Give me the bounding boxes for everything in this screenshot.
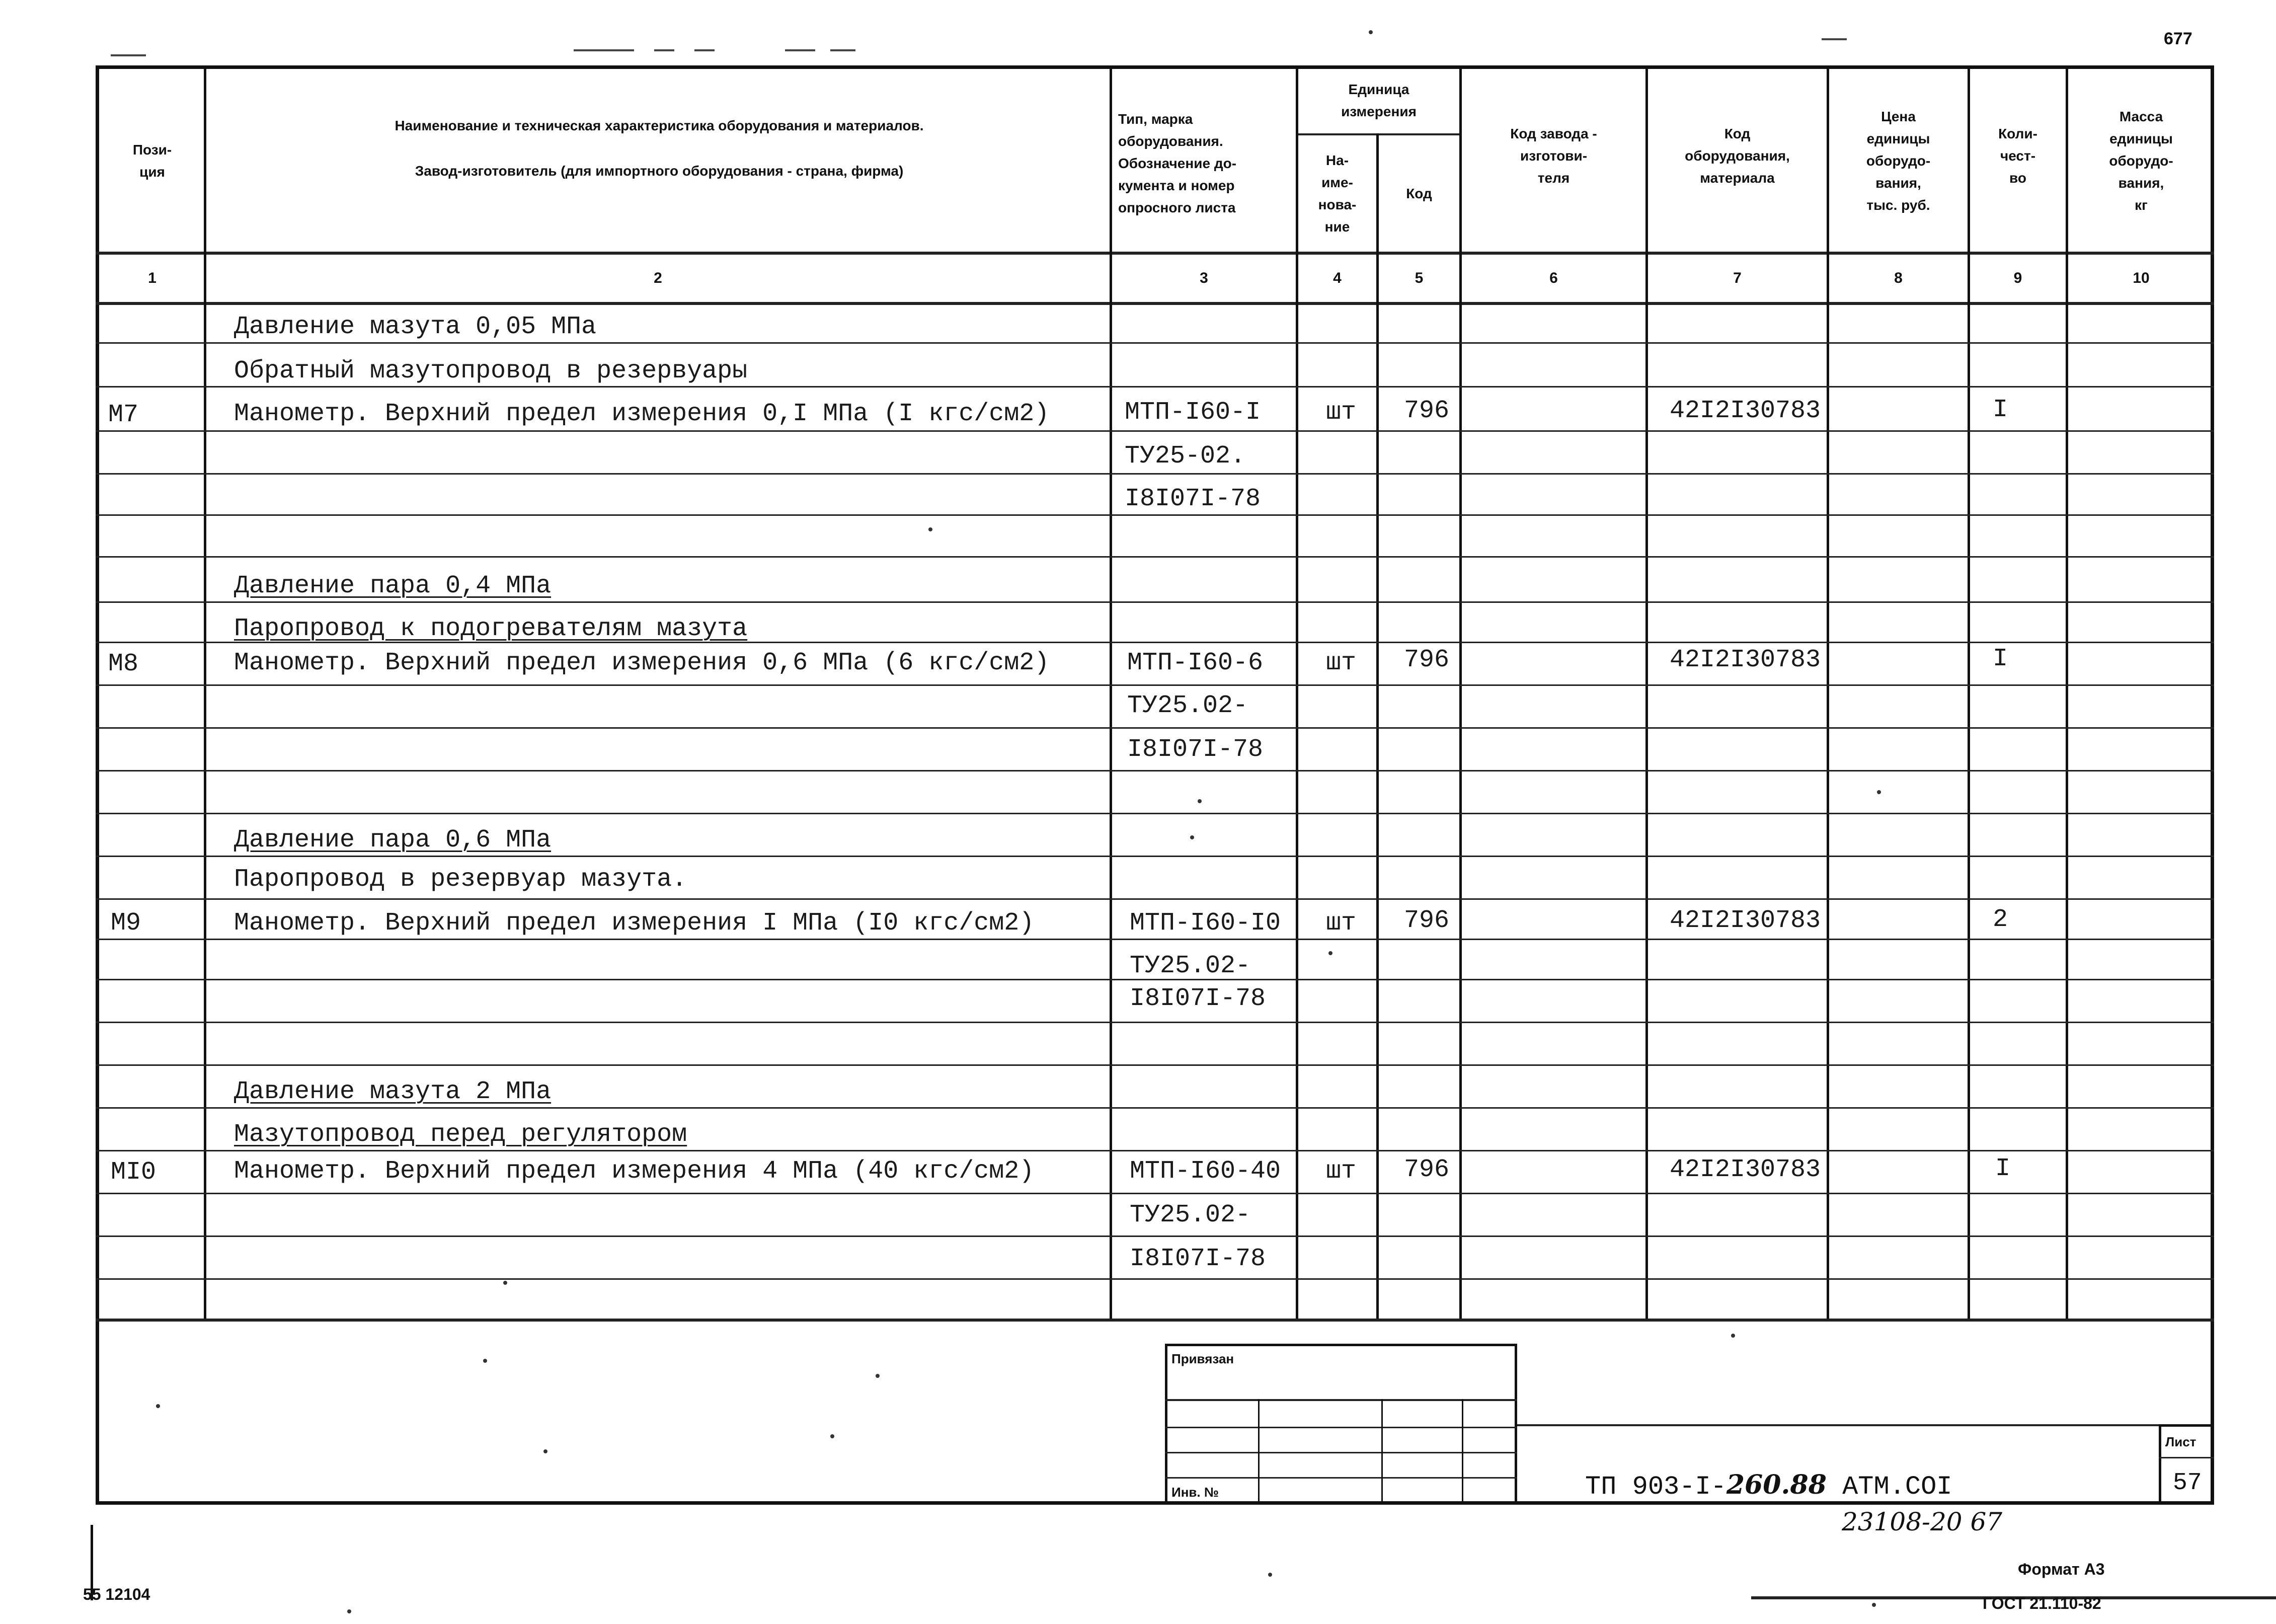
type-line: МТП-I60-40 [1130, 1157, 1281, 1186]
unit-code: 796 [1404, 906, 1450, 935]
header-col2-line1: Наименование и техническая характеристика оборудования и материалов. [395, 118, 924, 133]
equipment-name: Манометр. Верхний предел измерения 0,6 МПа (6 кгс/см2) [234, 649, 1050, 677]
type-line: ТУ25.02- [1127, 691, 1248, 720]
position-code: М7 [108, 401, 139, 429]
colnum-10: 10 [2133, 269, 2150, 286]
inventory-label: Инв. № [1171, 1485, 1219, 1500]
type-line: I8I07I-78 [1130, 984, 1266, 1013]
scan-speck [830, 1434, 834, 1438]
scan-speck [1328, 951, 1332, 955]
stamp-line [1165, 1427, 1517, 1428]
row-line [96, 342, 2214, 344]
scan-mark [654, 49, 674, 51]
unit-name: шт [1326, 649, 1357, 677]
quantity: I [1995, 1154, 2011, 1183]
col-divider [1110, 65, 1112, 1319]
equipment-name: Манометр. Верхний предел измерения 4 МПа (40 кгс/см2) [234, 1157, 1035, 1186]
row-line [96, 1064, 2214, 1066]
type-line: МТП-I60-6 [1127, 649, 1264, 677]
position-code: М8 [108, 650, 139, 678]
section-subheading: Паропровод в резервуар мазута. [234, 865, 687, 894]
section-subheading: Обратный мазутопровод в резервуары [234, 357, 748, 385]
colnum-7: 7 [1733, 269, 1742, 286]
scan-speck [876, 1374, 880, 1378]
section-heading: Давление пара 0,6 МПа [234, 826, 552, 855]
row-line [96, 939, 2214, 940]
row-line [96, 684, 2214, 686]
row-line [96, 473, 2214, 475]
scan-mark [1822, 38, 1847, 40]
colnum-4: 4 [1333, 269, 1342, 286]
colnum-bottom-line [96, 302, 2214, 305]
type-line: I8I07I-78 [1125, 485, 1261, 513]
section-heading: Давление пара 0,4 МПа [234, 572, 552, 600]
col-divider [1827, 65, 1829, 1319]
header-col10: Масса единицы оборудо- вания, кг [2109, 109, 2173, 213]
type-line: ТУ25.02- [1130, 1201, 1251, 1229]
sheet-box-line [2159, 1457, 2214, 1458]
row-line [96, 856, 2214, 857]
scan-speck [347, 1609, 351, 1613]
col-divider [1968, 65, 1970, 1319]
header-col7: Код оборудования, материала [1685, 126, 1790, 186]
stamp-divider [1381, 1399, 1383, 1505]
col-divider [1459, 65, 1462, 1319]
equipment-name: Манометр. Верхний предел измерения 0,I МПа (I кгс/см2) [234, 400, 1050, 428]
row-line [96, 770, 2214, 771]
unit-name: шт [1326, 1157, 1357, 1186]
stamp-line [1165, 1477, 1517, 1479]
corner-mark: 677 [2164, 29, 2192, 48]
unit-code: 796 [1404, 1155, 1450, 1184]
equipment-code: 42I2I30783 [1670, 906, 1821, 935]
col-divider [204, 65, 206, 1319]
quantity: I [1993, 396, 2008, 424]
section-subheading: Паропровод к подогревателям мазута [234, 614, 748, 643]
scan-mark [694, 49, 715, 51]
document-code-suffix: АТМ.COI [1826, 1472, 1952, 1502]
row-line [96, 727, 2214, 729]
type-line: МТП-I60-I [1125, 398, 1261, 427]
scan-speck [1877, 790, 1881, 794]
scan-speck [483, 1359, 487, 1363]
header-col3: Тип, марка оборудования. Обозначение до- кумента и номер опросного листа [1118, 111, 1237, 215]
row-line [96, 430, 2214, 432]
stock-code: 55 12104 [83, 1585, 150, 1603]
row-line [96, 556, 2214, 558]
bound-label: Привязан [1171, 1351, 1234, 1366]
document-code [1585, 1470, 1952, 1502]
format-label: Формат А3 [2018, 1560, 2105, 1578]
left-margin-line [91, 1525, 93, 1600]
colnum-3: 3 [1200, 269, 1208, 286]
scan-mark [111, 54, 146, 56]
scan-speck [1872, 1603, 1876, 1607]
row-line [96, 1278, 2214, 1280]
header-col5: Код [1406, 186, 1432, 201]
unit-name: шт [1326, 398, 1357, 427]
bound-stamp [1165, 1344, 1517, 1505]
stamp-divider [1258, 1399, 1260, 1505]
title-block-line [1517, 1424, 2214, 1426]
header-col8: Цена единицы оборудо- вания, тыс. руб. [1866, 109, 1931, 213]
type-line: I8I07I-78 [1130, 1245, 1266, 1273]
quantity: 2 [1993, 905, 2008, 934]
scan-speck [1190, 835, 1194, 839]
position-code: М9 [111, 909, 141, 938]
header-col1: Пози- ция [132, 142, 172, 180]
row-line [96, 1107, 2214, 1109]
colnum-1: 1 [148, 269, 156, 286]
equipment-code: 42I2I30783 [1670, 397, 1821, 425]
equipment-code: 42I2I30783 [1670, 646, 1821, 674]
row-line [96, 1022, 2214, 1023]
sheet-number: 57 [2173, 1470, 2202, 1497]
row-line [96, 1235, 2214, 1237]
colnum-8: 8 [1894, 269, 1903, 286]
scan-speck [1731, 1334, 1735, 1338]
row-line [96, 1150, 2214, 1151]
unit-code: 796 [1404, 397, 1450, 425]
header-col9: Коли- чест- во [1998, 126, 2037, 186]
scan-mark [830, 49, 855, 51]
type-line: ТУ25.02- [1130, 952, 1251, 980]
scan-speck [543, 1449, 547, 1453]
equipment-code: 42I2I30783 [1670, 1155, 1821, 1184]
colnum-5: 5 [1415, 269, 1424, 286]
col-divider [1296, 65, 1298, 1319]
scan-mark [574, 49, 634, 51]
scan-speck [928, 527, 932, 531]
scan-speck [1268, 1573, 1272, 1577]
stamp-line [1165, 1399, 1517, 1401]
section-subheading: Мазутопровод перед регулятором [234, 1120, 687, 1149]
unit-code: 796 [1404, 646, 1450, 674]
sheet-label: Лист [2165, 1434, 2196, 1449]
row-line [96, 601, 2214, 603]
col-divider [1376, 133, 1379, 1319]
stamp-divider [1462, 1399, 1463, 1505]
section-heading: Давление мазута 0,05 МПа [234, 313, 597, 341]
position-code: МI0 [111, 1158, 156, 1187]
scan-speck [1369, 30, 1373, 34]
stamp-line [1165, 1452, 1517, 1453]
header-col4: На- име- нова- ние [1318, 152, 1357, 235]
col-divider [1645, 65, 1648, 1319]
handwritten-number: 23108-20 67 [1842, 1507, 2003, 1536]
col-divider [2066, 65, 2068, 1319]
scan-speck [156, 1404, 160, 1408]
section-heading: Давление мазута 2 МПа [234, 1077, 552, 1106]
header-col6: Код завода - изготови- теля [1510, 126, 1597, 186]
unit-name: шт [1326, 909, 1357, 938]
row-line [96, 514, 2214, 516]
colnum-6: 6 [1549, 269, 1558, 286]
equipment-name: Манометр. Верхний предел измерения I МПа (I0 кгс/см2) [234, 909, 1035, 938]
colnum-9: 9 [2013, 269, 2022, 286]
scan-speck [503, 1281, 507, 1285]
row-line [96, 898, 2214, 900]
type-line: МТП-I60-I0 [1130, 909, 1281, 938]
header-col2-line2: Завод-изготовитель (для импортного оборудования - страна, фирма) [415, 163, 904, 179]
scan-speck [1198, 799, 1202, 803]
header-unit-group: Единица измерения [1341, 82, 1417, 119]
document-code-prefix: ТП 903-I- [1585, 1472, 1726, 1502]
type-line: I8I07I-78 [1127, 735, 1264, 764]
row-line [96, 813, 2214, 814]
document-code-handwritten: 260.88 [1726, 1470, 1827, 1500]
gost-label: ГОСТ 21.110-82 [1983, 1594, 2101, 1612]
type-line: ТУ25-02. [1125, 442, 1246, 471]
row-line [96, 1193, 2214, 1194]
scan-mark [785, 49, 815, 51]
table-bottom-line [96, 1319, 2214, 1322]
quantity: I [1993, 645, 2008, 673]
colnum-2: 2 [654, 269, 662, 286]
